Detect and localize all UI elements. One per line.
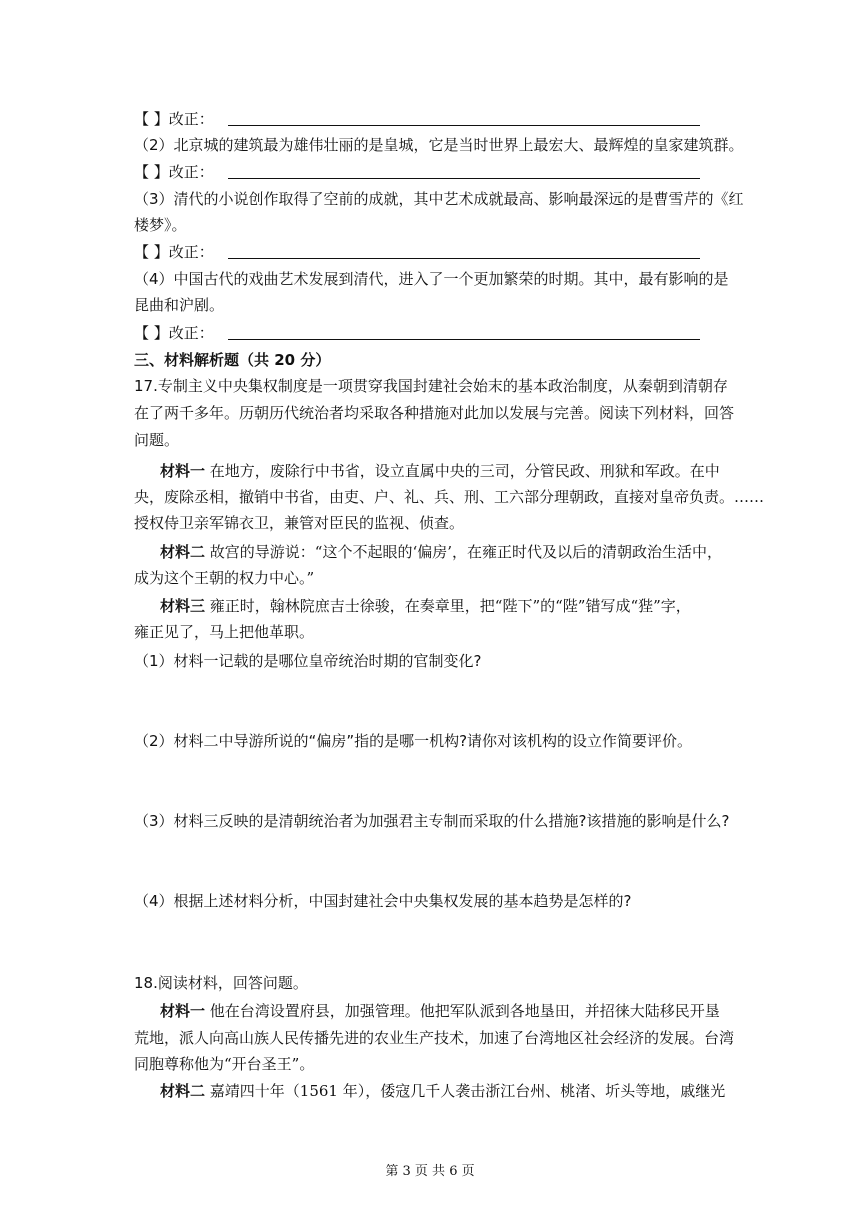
correction-label: 【 】改正：	[134, 324, 214, 342]
correction-line-2	[134, 161, 214, 183]
answer-blank-4[interactable]	[228, 339, 700, 340]
q18-stem: 18.阅读材料，回答问题。	[134, 974, 308, 992]
q17-stem-line3: 问题。	[134, 431, 180, 449]
material-label: 材料一	[160, 1002, 206, 1020]
correction-line-4	[134, 322, 214, 344]
material-label: 材料二	[160, 1082, 206, 1100]
q17-material1-line3: 授权侍卫亲军锦衣卫，兼管对臣民的监视、侦查。	[134, 514, 465, 532]
q17-question-4: （4）根据上述材料分析，中国封建社会中央集权发展的基本趋势是怎样的?	[134, 892, 632, 910]
q18-material2-line1: 材料二 嘉靖四十年（1561 年），倭寇几千人袭击浙江台州、桃渚、圻头等地，戚继光	[160, 1082, 726, 1100]
q17-material1-line2: 央，废除丞相，撤销中书省，由吏、户、礼、兵、刑、工六部分理朝政，直接对皇帝负责。……	[134, 488, 765, 506]
q17-stem-line1: 17.专制主义中央集权制度是一项贯穿我国封建社会始末的基本政治制度，从秦朝到清朝存	[134, 377, 728, 395]
q17-material2-line1: 材料二 故宫的导游说：“这个不起眼的‘偏房’，在雍正时代及以后的清朝政治生活中，	[160, 543, 722, 561]
q16-item-4-line2: 昆曲和沪剧。	[134, 296, 225, 314]
q16-item-3-line2: 楼梦》。	[134, 216, 187, 234]
page-footer: 第 3 页 共 6 页	[385, 1164, 475, 1179]
correction-label: 【 】改正：	[134, 163, 214, 181]
answer-blank-1[interactable]	[228, 125, 700, 126]
q17-question-2: （2）材料二中导游所说的“偏房”指的是哪一机构?请你对该机构的设立作简要评价。	[134, 732, 693, 750]
correction-label: 【 】改正：	[134, 243, 214, 261]
q17-material2-line2: 成为这个王朝的权力中心。”	[134, 569, 315, 587]
correction-line-3	[134, 241, 214, 263]
q16-item-2: （2）北京城的建筑最为雄伟壮丽的是皇城，它是当时世界上最宏大、最辉煌的皇家建筑群。	[134, 136, 744, 154]
q17-material3-line1: 材料三 雍正时，翰林院庶吉士徐骏，在奏章里，把“陛下”的“陛”错写成“狴”字，	[160, 597, 691, 615]
q17-material3-line2: 雍正见了，马上把他革职。	[134, 623, 315, 641]
material-label: 材料三	[160, 597, 206, 615]
answer-blank-3[interactable]	[228, 258, 700, 259]
q18-material1-line1: 材料一 他在台湾设置府县，加强管理。他把军队派到各地垦田，并招徕大陆移民开垦	[160, 1002, 720, 1020]
q17-material1-line1: 材料一 在地方，废除行中书省，设立直属中央的三司，分管民政、刑狱和军政。在中	[160, 462, 720, 480]
material-label: 材料二	[160, 543, 206, 561]
q16-item-3-line1: （3）清代的小说创作取得了空前的成就，其中艺术成就最高、影响最深远的是曹雪芹的《红	[134, 190, 744, 208]
answer-blank-2[interactable]	[228, 178, 700, 179]
q16-item-4-line1: （4）中国古代的戏曲艺术发展到清代，进入了一个更加繁荣的时期。其中，最有影响的是	[134, 270, 729, 288]
material-label: 材料一	[160, 462, 206, 480]
section3-title: 三、材料解析题（共 20 分）	[134, 351, 331, 369]
q18-material1-line3: 同胞尊称他为“开台圣王”。	[134, 1055, 315, 1073]
correction-label: 【 】改正：	[134, 110, 214, 128]
correction-line-1	[134, 108, 214, 130]
q17-question-1: （1）材料一记载的是哪位皇帝统治时期的官制变化?	[134, 652, 482, 670]
q17-stem-line2: 在了两千多年。历朝历代统治者均采取各种措施对此加以发展与完善。阅读下列材料，回答	[134, 404, 735, 422]
q18-material1-line2: 荒地，派人向高山族人民传播先进的农业生产技术，加速了台湾地区社会经济的发展。台湾	[134, 1029, 735, 1047]
q17-question-3: （3）材料三反映的是清朝统治者为加强君主专制而采取的什么措施?该措施的影响是什么?	[134, 812, 730, 830]
